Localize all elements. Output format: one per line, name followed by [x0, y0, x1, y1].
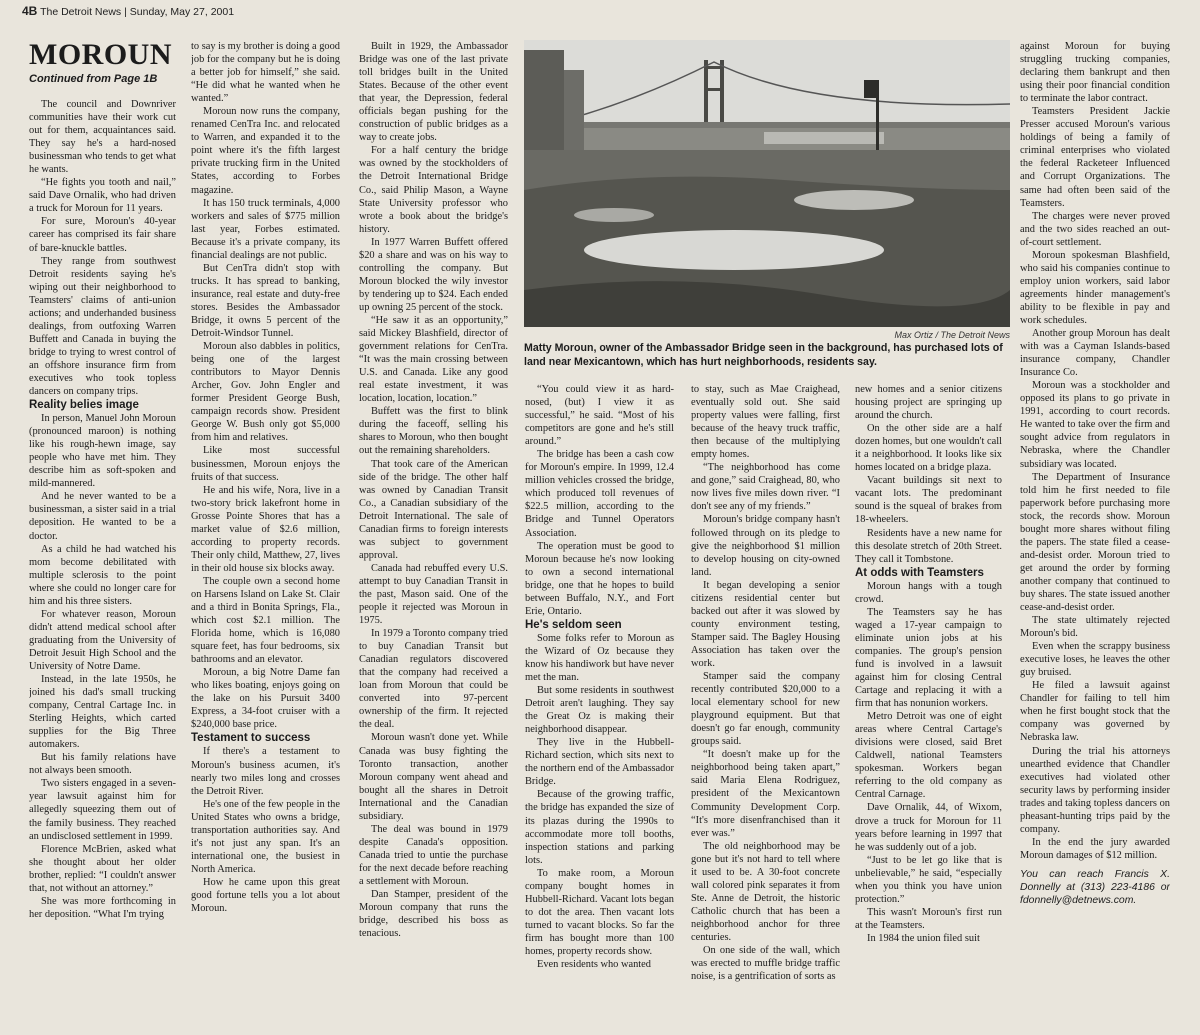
paragraph: In 1984 the union filed suit — [867, 932, 980, 944]
article-column-6 — [855, 383, 1002, 1033]
paragraph: to say is my brother is doing a good job for the company but he is doing a better job for himself,” she said. “He did what he wanted when he wanted.” — [191, 41, 340, 105]
jump-line: Continued from Page 1B — [29, 73, 158, 85]
paragraph: The bridge has been a cash cow for Moroun's empire. In 1999, 12.4 million vehicles crossed the bridge, which produced toll revenues of $22.5 million, according to the Bridge and Tunnel Operators Association. — [525, 449, 674, 539]
paragraph: Moroun now runs the company, renamed CenTra Inc. and relocated to Warren, and expanded it to the point where it's the fifth largest private trucking firm in the United States, according to Forbes magazine. — [191, 106, 340, 196]
paragraph: In person, Manuel John Moroun (pronounced maroon) is nothing like his rough-hewn image, say people who have met him. They describe him as soft-spoken and mild-mannered. — [29, 413, 176, 490]
article-column-5 — [691, 383, 840, 1033]
paragraph: The old neighborhood may be gone but it's not hard to tell where it used to be. A 30-foot concrete wall colored pink separates it from Ste. Anne de Detroit, the historic Catholic church that has been a neighborhood anchor for three centuries. — [691, 840, 840, 943]
paragraph: This wasn't Moroun's first run at the Teamsters. — [855, 906, 1002, 931]
paragraph: “Just to be let go like that is unbelievable,” he said, “especially when you think you have union protection.” — [855, 854, 1002, 905]
paragraph: The deal was bound in 1979 despite Canada's opposition. Canada tried to untie the purchase for the next decade before reaching a settlement with Moroun. — [359, 823, 508, 887]
paragraph: In the end the jury awarded Moroun damages of $12 million. — [1020, 836, 1170, 861]
paragraph: to stay, such as Mae Craighead, eventually sold out. She said property values were falling, first because of the heavy truck traffic, then because of the multiplying empty homes. — [691, 384, 840, 461]
article-column-2 — [191, 40, 340, 1032]
paragraph: The Department of Insurance told him he first needed to file paperwork before purchasing more stock, the records show. Moroun bought more shares without filing the papers. The state filed a cease-and-desist order. Moroun tried to get around the order by forming another company that continued to buy shares. The state issued another cease-and-desist order. — [1020, 471, 1170, 614]
paragraph: Moroun, a big Notre Dame fan who likes boating, enjoys going on the lake on his Pursuit 3400 Express, a 34-foot cruiser with a $240,000 base price. — [191, 667, 340, 731]
paragraph: It began developing a senior citizens residential center but backed out after it was slowed by county environment testing, Stamper said. The Bagley Housing Association has taken over the work. — [691, 579, 840, 669]
paragraph: Another group Moroun has dealt with was a Cayman Islands-based insurance company, Chandler Insurance Co. — [1020, 328, 1170, 379]
paragraph: Moroun hangs with a tough crowd. — [855, 580, 1002, 605]
paragraph: The couple own a second home on Harsens Island on Lake St. Clair and a third in Bonita Springs, Fla., which cost $2.1 million. The Florida home, which is 16,080 square feet, has four bedrooms, six bathrooms and an elevator. — [191, 575, 340, 666]
article-column-4 — [525, 383, 674, 1033]
paragraph: Like most successful businessmen, Moroun enjoys the fruits of that success. — [191, 445, 340, 483]
photo-credit: Max Ortiz / The Detroit News — [894, 330, 1010, 340]
paragraph: Canada had rebuffed every U.S. attempt to buy Canadian Transit in the past, Mason said. One of the people it rejected was Moroun in 1975. — [359, 562, 508, 627]
paragraph: For sure, Moroun's 40-year career has comprised its fair share of bare-knuckle battles. — [29, 216, 176, 254]
paragraph: How he came upon this great good fortune tells you a lot about Moroun. — [191, 876, 340, 915]
paragraph: To make room, a Moroun company bought homes in Hubbell-Richard. Vacant lots began to dot the area. Then vacant lots turned to vacant blocks. So far the firm has bought more than 100 homes, property records show. — [525, 867, 674, 957]
subhead-reality: Reality belies image — [29, 399, 139, 412]
paragraph: If there's a testament to Moroun's business acumen, it's nearly two miles long and crosses the Detroit River. — [191, 746, 340, 797]
bridge-photo — [524, 40, 1010, 327]
paragraph: But CenTra didn't stop with trucks. It has spread to banking, insurance, real estate and duty-free stores. Besides the Ambassador Bridge, it owns 5 percent of the Detroit-Windsor Tunnel. — [191, 262, 340, 340]
paragraph: But some residents in southwest Detroit aren't laughing. They say the Great Oz is making their neighborhood disappear. — [525, 685, 674, 736]
paragraph: Dan Stamper, president of the Moroun company that runs the bridge, described his boss as tenacious. — [359, 889, 508, 940]
paragraph: As a child he had watched his mom become debilitated with multiple sclerosis to the point where she could no longer care for him and his three sisters. — [29, 543, 176, 607]
paragraph: On one side of the wall, which was erected to muffle bridge traffic noise, is a gentrification of sorts as — [691, 945, 840, 983]
author-contact: You can reach Francis X. Donnelly at (313) 223-4186 or fdonnelly@detnews.com. — [1020, 868, 1170, 907]
paragraph: “It doesn't make up for the neighborhood being taken apart,” said Maria Elena Rodriguez, president of the Mexicantown Community Development Corp. “It's more disenfranchised than it ever was.” — [691, 749, 840, 839]
paragraph: The Teamsters say he has waged a 17-year campaign to eliminate union jobs at his companies. The group's pension fund is involved in a lawsuit against him for closing Central Cartage and replacing it with a firm that has nonunion workers. — [855, 606, 1002, 710]
page-masthead — [22, 3, 1192, 19]
paragraph: “The neighborhood has come and gone,” said Craighead, 80, who now lives five miles down river. “I don't see any of my friends.” — [691, 462, 840, 513]
subhead-seldom: He's seldom seen — [525, 618, 622, 631]
paragraph: Moroun wasn't done yet. While Canada was busy fighting the Toronto transaction, another Moroun company went ahead and bought all the shares in Detroit International and the Canadian subsidiary. — [359, 732, 508, 822]
paragraph: The state ultimately rejected Moroun's bid. — [1020, 615, 1170, 640]
paragraph: Dave Ornalik, 44, of Wixom, drove a truck for Moroun for 11 years before learning in 1997 that he was suddenly out of a job. — [855, 802, 1002, 853]
subhead-odds: At odds with Teamsters — [855, 566, 984, 579]
paragraph: “You could view it as hard-nosed, (but) I view it as successful,” he said. “Most of his competitors are gone and he's still around.” — [525, 384, 674, 448]
paragraph: new homes and a senior citizens housing project are springing up around the church. — [855, 384, 1002, 422]
article-headline: MOROUN — [29, 40, 172, 71]
paragraph: For whatever reason, Moroun didn't attend medical school after graduating from the University of Detroit Jesuit High School and the University of Notre Dame. — [29, 608, 176, 672]
paragraph: Florence McBrien, asked what she thought about her older brother, replied: “I couldn't answer that, not without an attorney.” — [29, 843, 176, 894]
photo-illustration — [524, 40, 1010, 327]
paragraph: Moroun also dabbles in politics, being one of the largest contributors to Mayor Dennis Archer, Gov. John Engler and former President George Bush, campaign records show. President George W. Bush only got $5,000 from him and relatives. — [191, 341, 340, 444]
paragraph: Metro Detroit was one of eight areas where Central Cartage's divisions were closed, said Bret Caldwell, national Teamsters spokesman. Workers began referring to the old company as Central Carnage. — [855, 711, 1002, 801]
paragraph: He's one of the few people in the United States who owns a bridge, transportation authorities say. And it's not just any span. It's an international one, the busiest in North America. — [191, 798, 340, 875]
paragraph: Two sisters engaged in a seven-year lawsuit against him for allegedly squeezing them out of the family business. They reached an undisclosed settlement in 1999. — [29, 778, 176, 842]
paragraph: Teamsters President Jackie Presser accused Moroun's various holdings of being a family of criminal enterprises who violated the federal Racketeer Influenced and Corrupt Organizations. The same had often been said of the Teamsters. — [1020, 106, 1170, 209]
paragraph: Buffett was the first to blink during the faceoff, selling his shares to Moroun, who then bought out the remaining shareholders. — [359, 406, 508, 457]
paragraph: He filed a lawsuit against Chandler for failing to tell him when he first bought stock that the company was governed by Nebraska law. — [1020, 680, 1170, 744]
paragraph: Some folks refer to Moroun as the Wizard of Oz because they know his handiwork but have never met the man. — [525, 632, 674, 683]
article-column-3 — [359, 40, 508, 1032]
paragraph: They range from southwest Detroit residents saying he's wiping out their neighborhood to Teamsters' claims of anti-union actions; and underhanded business dealings, from outfoxing Warren Buffett and Canada in buying the bridge to trying to wrest control of an offshore insurance firm from executives who took topless dancers on company trips. — [29, 255, 176, 398]
article-column-7 — [1020, 40, 1170, 1032]
paragraph: Residents have a new name for this desolate stretch of 20th Street. They call it Tombstone. — [855, 527, 1002, 565]
paragraph: In 1977 Warren Buffett offered $20 a share and was on his way to controlling the company. But Moroun blocked the wily investor by tendering up to $24. Each ended up owning 25 percent of the stock. — [359, 236, 508, 313]
paragraph: Even when the scrappy business executive loses, he leaves the other guy bruised. — [1020, 641, 1170, 679]
paragraph: On the other side are a half dozen homes, but one wouldn't call it a neighborhood. It looks like six homes located on a bridge plaza. — [855, 423, 1002, 474]
paragraph: Instead, in the late 1950s, he joined his dad's small trucking company, Central Cartage Inc. in Sterling Heights, which carted supplies for the Big Three automakers. — [29, 674, 176, 751]
paragraph: During the trial his attorneys unearthed evidence that Chandler executives had violated other security laws by performing insider trades and taking topless dancers on pheasant-hunting trips paid by the company. — [1020, 745, 1170, 835]
subhead-testament: Testament to success — [191, 732, 311, 745]
page-number: 4B — [22, 4, 38, 18]
paragraph: And he never wanted to be a businessman, a sister said in a trial deposition. He wanted to be a doctor. — [29, 491, 176, 542]
paragraph: He and his wife, Nora, live in a two-story brick lakefront home in Grosse Pointe Shores that has a market value of $2.6 million, according to property records. Their only child, Matthew, 27, lives in their old house six blocks away. — [191, 484, 340, 574]
paragraph: Moroun spokesman Blashfield, who said his companies continue to employ union workers, said labor agreements hinder management's ability to be flexible in pay and work schedules. — [1020, 249, 1170, 326]
paragraph: Because of the growing traffic, the bridge has expanded the size of its plazas during the 1990s to accommodate more toll booths, inspection stations and parking lots. — [525, 789, 674, 866]
paragraph: “He fights you tooth and nail,” said Dave Ornalik, who had driven a truck for Moroun for 11 years. — [29, 177, 176, 215]
article-column-1 — [29, 40, 176, 1032]
masthead-separator: | — [124, 6, 127, 18]
paragraph: In 1979 a Toronto company tried to buy Canadian Transit but Canadian regulators discovered that the company had received a loan from Moroun that could be converted into 97-percent ownership of the firm. It rejected the deal. — [359, 628, 508, 731]
paragraph: against Moroun for buying struggling trucking companies, declaring them bankrupt and then using their poor financial condition to terminate the labor contract. — [1020, 41, 1170, 105]
paragraph: Stamper said the company recently contributed $20,000 to a local elementary school for new playground equipment. But that doesn't go far enough, community groups said. — [691, 671, 840, 748]
paragraph: Built in 1929, the Ambassador Bridge was one of the last private toll bridges built in the United States. Because of the other event that year, the Depression, federal officials began pushing for the construction of public bridges as a way to create jobs. — [359, 41, 508, 144]
paragraph: She was more forthcoming in her deposition. “What I'm trying — [29, 895, 176, 920]
paragraph: Moroun's bridge company hasn't followed through on its pledge to give the neighborhood $1 million to develop housing on city-owned land. — [691, 514, 840, 578]
paragraph: “He saw it as an opportunity,” said Mickey Blashfield, director of government relations for CenTra. “It was the main crossing between U.S. and Canada. Like any good real estate investment, it was location, location, location.” — [359, 314, 508, 405]
paragraph: Moroun was a stockholder and opposed its plans to go private in 1991, according to court records. He wanted to take over the firm and sought advice from regulators in Nebraska, where the Chandler subsidiary was located. — [1020, 380, 1170, 470]
paragraph: They live in the Hubbell-Richard section, which sits next to the northern end of the Ambassador Bridge. — [525, 737, 674, 788]
paragraph: But his family relations have not always been smooth. — [29, 752, 176, 777]
paragraph: That took care of the American side of the bridge. The other half was owned by Canadian Transit Co., a Canadian subsidiary of the Detroit International. The sale of Canadian firms to foreign interests was subject to government approval. — [359, 458, 508, 561]
paragraph: Vacant buildings sit next to vacant lots. The predominant sound is the squeal of brakes from 18-wheelers. — [855, 475, 1002, 526]
paragraph: Even residents who wanted — [537, 959, 651, 971]
paragraph: For a half century the bridge was owned by the stockholders of the Detroit International Bridge Co., said Philip Mason, a Wayne State University professor who wrote a book about the bridge's history. — [359, 145, 508, 235]
paragraph: The operation must be good to Moroun because he's now looking to own a second international bridge, one that he hopes to build between Buffalo, N.Y., and Fort Erie, Ontario. — [525, 540, 674, 617]
paragraph: The council and Downriver communities have their work cut out for them, acquaintances said. They say he's a hard-nosed businessman who tends to get what he wants. — [29, 99, 176, 176]
issue-date: Sunday, May 27, 2001 — [129, 6, 235, 18]
paper-name: The Detroit News — [40, 6, 122, 18]
photo-caption: Matty Moroun, owner of the Ambassador Bridge seen in the background, has purchased lots of land near Mexicantown, which has hurt neighborhoods, residents say. — [524, 342, 1003, 368]
paragraph: The charges were never proved and the two sides reached an out-of-court settlement. — [1020, 210, 1170, 248]
paragraph: It has 150 truck terminals, 4,000 workers and sales of $775 million last year, Forbes estimated. Because it's a private company, its financial dealings are not public. — [191, 197, 340, 261]
